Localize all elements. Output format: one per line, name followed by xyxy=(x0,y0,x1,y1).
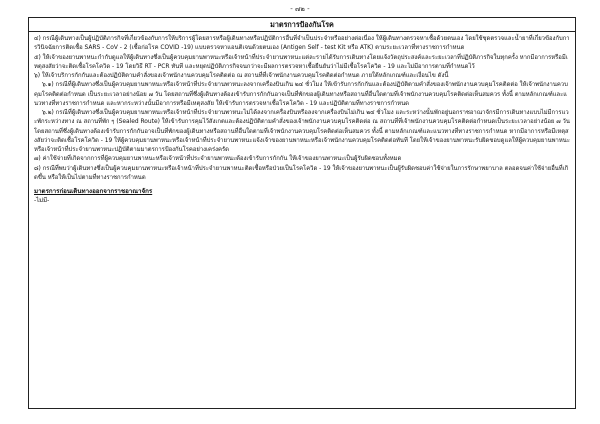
table-body xyxy=(29,32,575,206)
paragraph-item-8: ๘) กรณีที่พบว่าผู้เดินทางซึ่งเป็นผู้ควบคุมยานพาหนะหรือเจ้าหน้าที่ประจำยานพาหนะติดเชื้อหรือป่วยเป็นโรคโควิด - 19 ให้เจ้าของยานพาหนะเป็นผู้รับผิดชอบค่าใช้จ่ายในการรักษาพยาบาล ตลอดจนค่าใช้จ่ายอื่นที่เกิดขึ้น หรือให้เป็นไปตามที่ทางราชการกำหนด xyxy=(34,165,569,181)
paragraph-item-4: ๔) กรณีผู้เดินทางเป็นผู้ปฏิบัติภารกิจที่เกี่ยวข้องกับการให้บริการผู้โดยสารหรือผู้เดินทางหรือปฏิบัติการอื่นที่จำเป็นประจำหรืออย่างต่อเนื่อง ให้ผู้เดินทางตรวจหาเชื้อด้วยตนเอง โดยใช้ชุดตรวจและน้ำยาที่เกี่ยวข้องกับการวินิจฉัยการติดเชื้อ SARS - CoV - 2 (เชื้อก่อโรค COVID -19) แบบตรวจหาแอนติเจนด้วยตนเอง (Antigen Self - test Kit หรือ ATK) ตามระยะเวลาที่ทางราชการกำหนด xyxy=(34,36,570,52)
paragraph-item-7: ๗) ค่าใช้จ่ายที่เกิดจากการที่ผู้ควบคุมยานพาหนะหรือเจ้าหน้าที่ประจำยานพาหนะต้องเข้ารับการกักกัน ให้เจ้าของยานพาหนะเป็นผู้รับผิดชอบทั้งหมด xyxy=(34,156,402,163)
measures-table xyxy=(28,17,576,409)
page-number: - ๗๒ - xyxy=(290,5,310,13)
paragraph-item-5: ๕) ให้เจ้าของยานพาหนะกำกับดูแลให้ผู้เดินทางซึ่งเป็นผู้ควบคุมยานพาหนะหรือเจ้าหน้าที่ประจำยานพาหนะแต่ละรายได้รับการเดินทางโดยแจ้งวัตถุประสงค์และระยะเวลาที่ปฏิบัติภารกิจในทุกครั้ง หากมีอาการหรือมีเหตุสงสัยว่าจะติดเชื้อโรคโควิด - 19 โดยวิธี RT - PCR ทันที และหยุดปฏิบัติภารกิจจนกว่าจะมีผลการตรวจหาเชื้อยืนยันว่าไม่มีเชื้อโรคโควิด - 19 และไม่มีอาการตามที่กำหนดไว้ xyxy=(34,54,568,70)
table-header: มาตรการป้องกันโรค xyxy=(29,18,575,32)
section-text-none: -ไม่มี- xyxy=(34,197,50,205)
paragraph-item-6-2: ๖.๒) กรณีที่ผู้เดินทางซึ่งเป็นผู้ควบคุมยานพาหนะหรือเจ้าหน้าที่ประจำยานพาหนะไม่ได้ลงจากเครื่องบินหรือลงจากเครื่องบินไม่เกิน ๒๔ ชั่วโมง และระหว่างนั้นพักอยู่นอกราชอาณาจักรมีการเดินทางแบบไม่มีการแวะพักระหว่างทาง ณ สถานที่พัก ๆ (Sealed Route) ให้เข้ารับการคุมไว้สังเกตและต้องปฏิบัติตามคำสั่งของเจ้าพนักงานควบคุมโรคติดต่อ ณ สถานที่ที่เจ้าพนักงานควบคุมโรคติดต่อกำหนดเป็นระยะเวลาอย่างน้อย ๗ วัน โดยสถานที่ซึ่งผู้เดินทางต้องเข้ารับการกักกันอาจเป็นที่พักของผู้เดินทางหรือสถานที่อื่นใดตามที่เจ้าพนักงานควบคุมโรคติดต่อเห็นสมควร ทั้งนี้ ตามหลักเกณฑ์และแนวทางที่ทางราชการกำหนด หากมีอาการหรือมีเหตุสงสัยว่าจะติดเชื้อโรคโควิด - 19 ให้ผู้ควบคุมยานพาหนะหรือเจ้าหน้าที่ประจำยานพาหนะแจ้งเจ้าของยานพาหนะหรือเจ้าพนักงานควบคุมโรคติดต่อทันที โดยให้เจ้าของยานพาหนะรับผิดชอบดูแลให้ผู้ควบคุมยานพาหนะหรือเจ้าหน้าที่ประจำยานพาหนะปฏิบัติตามมาตรการป้องกันโรคอย่างเคร่งครัด xyxy=(34,110,570,153)
paragraph-item-6-1: ๖.๑) กรณีที่ผู้เดินทางซึ่งเป็นผู้ควบคุมยานพาหนะหรือเจ้าหน้าที่ประจำยานพาหนะลงจากเครื่องบินเกิน ๒๔ ชั่วโมง ให้เข้ารับการกักกันและต้องปฏิบัติตามคำสั่งของเจ้าพนักงานควบคุมโรคติดต่อ ให้เจ้าพนักงานควบคุมโรคติดต่อกำหนด เป็นระยะเวลาอย่างน้อย ๗ วัน โดยสถานที่ซึ่งผู้เดินทางต้องเข้ารับการกักกันอาจเป็นที่พักของผู้เดินทางหรือสถานที่อื่นใดตามที่เจ้าพนักงานควบคุมโรคติดต่อเห็นสมควร ทั้งนี้ ตามหลักเกณฑ์และแนวทางที่ทางราชการกำหนด และหากระหว่างนั้นมีอาการหรือมีเหตุสงสัย ให้เข้ารับการตรวจหาเชื้อโรคโควิด - 19 และปฏิบัติตามที่ทางราชการกำหนด xyxy=(34,82,568,107)
paragraph-item-6: ๖) ให้เจ้าบริการกักกันและต้องปฏิบัติตามคำสั่งของเจ้าพนักงานควบคุมโรคติดต่อ ณ สถานที่ที่เจ้าพนักงานควบคุมโรคติดต่อกำหนด ภายใต้หลักเกณฑ์และเงื่อนไข ดังนี้ xyxy=(34,73,449,79)
section-title-departure: มาตรการก่อนเดินทางออกจากราชอาณาจักร xyxy=(34,188,153,195)
